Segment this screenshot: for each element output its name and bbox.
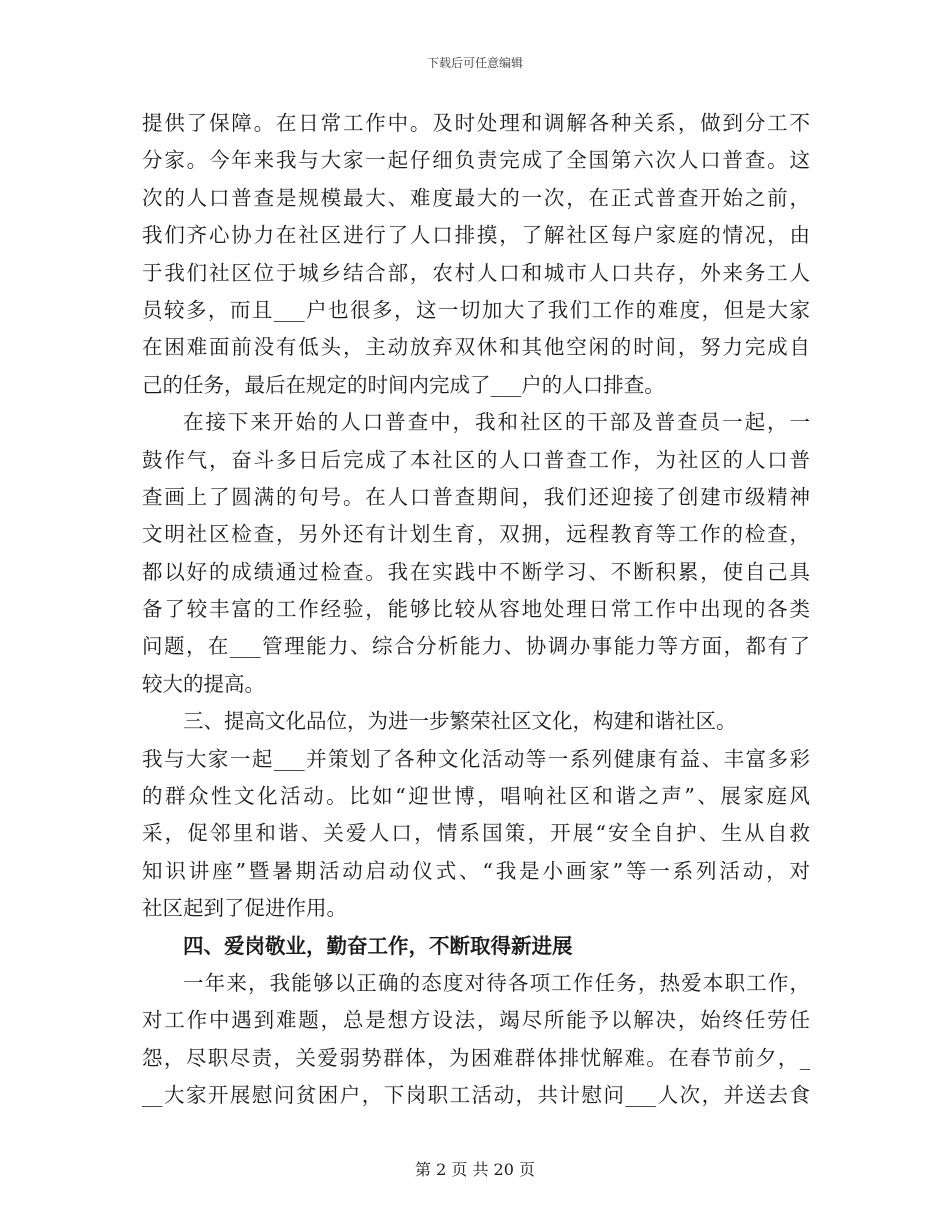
paragraph-first-line: 在接下来开始的人口普查中，我和社区的干部及普查员一起，一	[183, 410, 810, 435]
body-line: 在困难面前没有低头，主动放弃双休和其他空闲的时间，努力完成自	[142, 335, 810, 360]
body-line: 于我们社区位于城乡结合部，农村人口和城市人口共存，外来务工人	[142, 260, 810, 285]
body-line: 都以好的成绩通过检查。我在实践中不断学习、不断积累，使自己具	[142, 559, 810, 584]
body-line: 备了较丰富的工作经验，能够比较从容地处理日常工作中出现的各类	[142, 597, 810, 622]
body-line: __大家开展慰问贫困户，下岗职工活动，共计慰问___人次，并送去食	[142, 1083, 810, 1108]
section-heading-three: 三、提高文化品位，为进一步繁荣社区文化，构建和谐社区。	[183, 709, 737, 734]
body-line: 我们齐心协力在社区进行了人口排摸，了解社区每户家庭的情况，由	[142, 223, 810, 248]
body-line: 采，促邻里和谐、关爱人口，情系国策，开展“安全自护、生从自救	[142, 821, 810, 846]
body-line: 提供了保障。在日常工作中。及时处理和调解各种关系，做到分工不	[142, 111, 810, 135]
body-line: 分家。今年来我与大家一起仔细负责完成了全国第六次人口普查。这	[142, 148, 810, 173]
document-body	[142, 105, 810, 1115]
body-line: 员较多，而且___户也很多，这一切加大了我们工作的难度，但是大家	[142, 297, 810, 322]
body-line: 的群众性文化活动。比如“迎世博，唱响社区和谐之声”、展家庭风	[142, 784, 810, 809]
body-line: 次的人口普查是规模最大、难度最大的一次，在正式普查开始之前，	[142, 185, 810, 210]
body-line: 怨，尽职尽责，关爱弱势群体，为困难群体排忧解难。在春节前夕，_	[142, 1045, 810, 1070]
paragraph-first-line: 一年来，我能够以正确的态度对待各项工作任务，热爱本职工作，	[183, 970, 810, 995]
page-header-note: 下载后可任意编辑	[426, 56, 523, 70]
body-line: 社区起到了促进作用。	[142, 896, 347, 921]
body-line: 查画上了圆满的句号。在人口普查期间，我们还迎接了创建市级精神	[142, 484, 810, 509]
body-line: 文明社区检查，另外还有计划生育，双拥，远程教育等工作的检查，	[142, 522, 810, 547]
body-line: 我与大家一起___并策划了各种文化活动等一系列健康有益、丰富多彩	[142, 746, 810, 771]
body-line: 较大的提高。	[142, 671, 265, 696]
page-number: 第 2 页 共 20 页	[415, 1160, 535, 1179]
body-line: 鼓作气，奋斗多日后完成了本社区的人口普查工作，为社区的人口普	[142, 447, 810, 472]
section-heading-four: 四、爱岗敬业，勤奋工作，不断取得新进展	[183, 933, 573, 958]
body-line: 问题，在___管理能力、综合分析能力、协调办事能力等方面，都有了	[142, 634, 810, 659]
body-line: 己的任务，最后在规定的时间内完成了___户的人口排查。	[142, 372, 665, 397]
body-line: 对工作中遇到难题，总是想方设法，竭尽所能予以解决，始终任劳任	[142, 1008, 810, 1033]
body-line: 知识讲座”暨暑期活动启动仪式、“我是小画家”等一系列活动，对	[142, 858, 810, 883]
